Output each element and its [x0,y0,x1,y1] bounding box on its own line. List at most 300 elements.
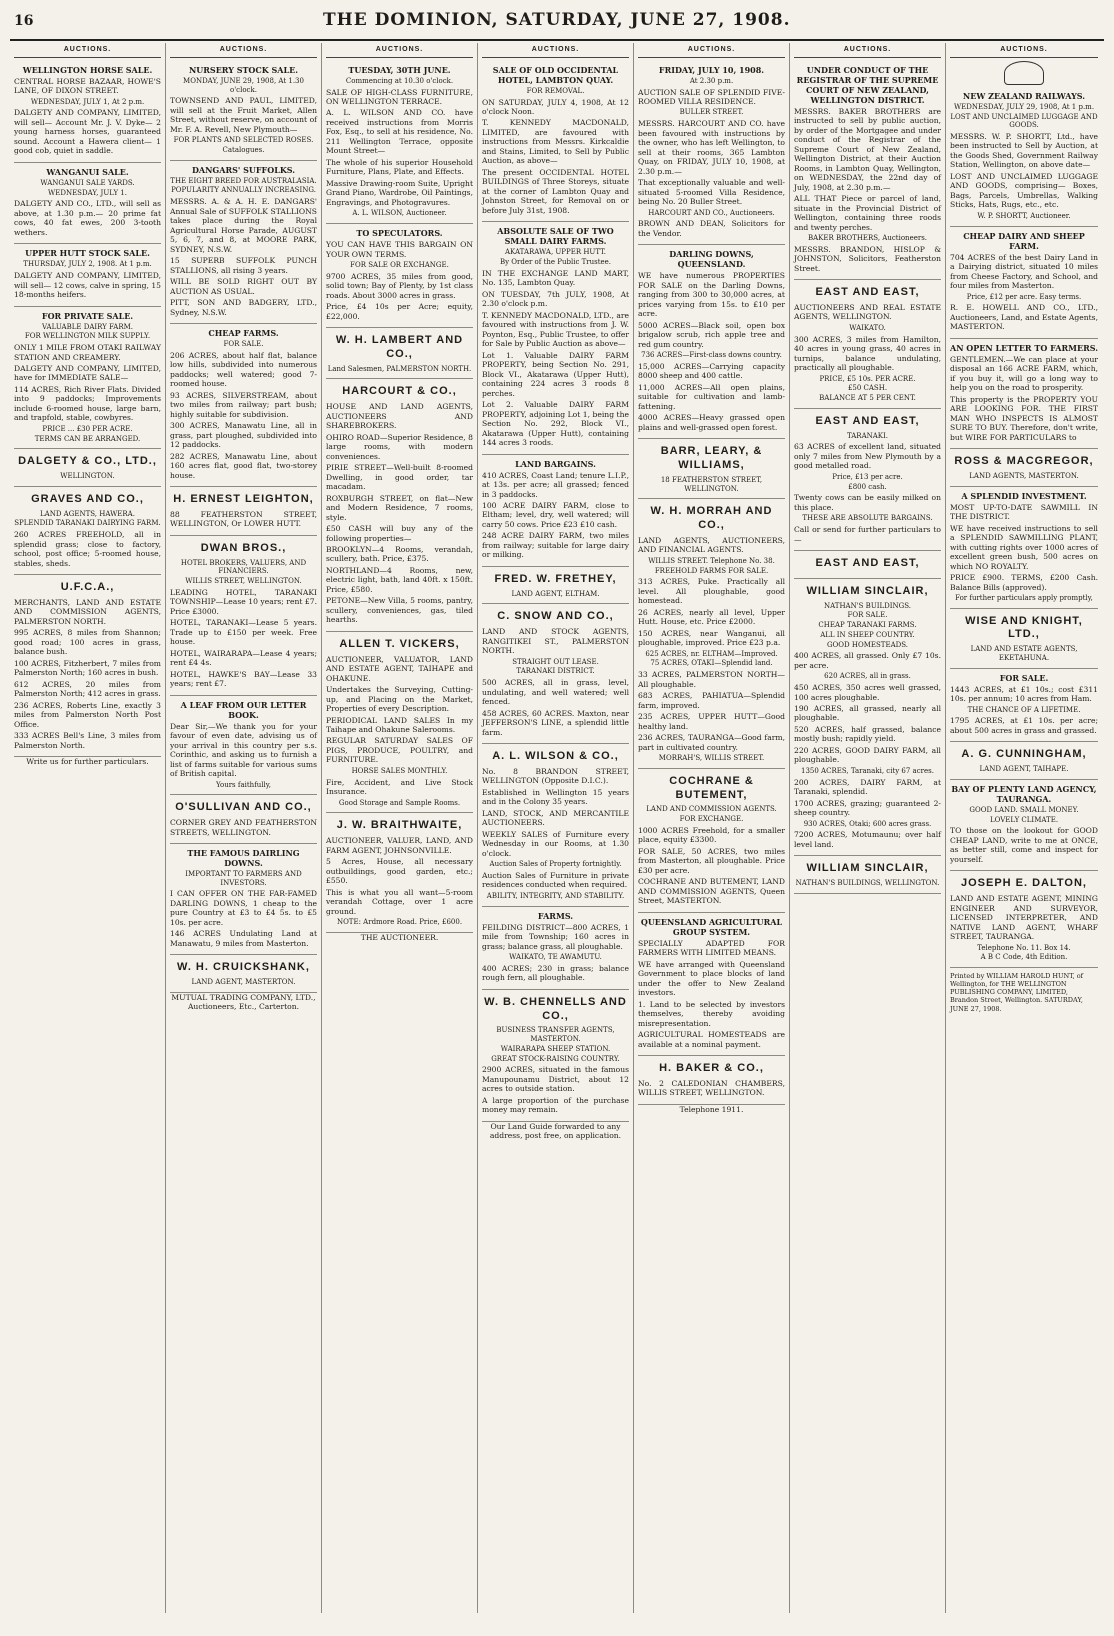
column-3 [322,43,478,1613]
ad-heading: QUEENSLAND AGRICULTURAL GROUP SYSTEM. [640,916,783,937]
advertisement [950,449,1098,487]
ad-text: NORTHLAND—4 Rooms, new, electric light, bath, land 40ft. x 150ft. Price, £580. [326,565,473,594]
ad-text: 5 Acres, House, all necessary outbuildings, good garden, etc.; £550. [326,857,473,886]
ad-text: LAND AGENT, TAIHAPE. [979,765,1069,774]
col1-footer: Write us for further particulars. [26,757,149,767]
ad-heading: LAND BARGAINS. [515,458,596,469]
ad-text: T. KENNEDY MACDONALD, LTD., are favoured with instructions from J. W. Poynton, Esq., Public Trustee, to offer for Sale by Public Auction as above— [482,310,629,349]
ad-text: LAND AND ESTATE AGENT, MINING ENGINEER AND SURVEYOR, LICENSED INTERPRETER, AND NATIVE LAND AGENT, WHARF STREET, TAURANGA. [950,894,1098,942]
ad-text: The present OCCIDENTAL HOTEL BUILDINGS of Three Storeys, situate at the corner of Lambton Quay and Johnston Street, for Removal on or before July 31st, 1908. [482,167,629,215]
railways-crest-icon [1004,61,1044,85]
ad-heading: O'SULLIVAN AND CO., [175,801,312,814]
column-1 [10,43,166,1613]
ad-text: LAND AGENTS, AUCTIONEERS, AND FINANCIAL AGENTS. [638,535,785,555]
ad-heading: DANGARS' SUFFOLKS. [191,164,296,175]
column-heading: AUCTIONS. [326,43,473,58]
ad-text: Price, £13 per acre. [832,472,903,481]
advertisement [950,742,1098,780]
column-6 [790,43,946,1613]
ad-heading: BAY OF PLENTY LAND AGENCY, TAURANGA. [951,783,1097,804]
advertisement [14,61,161,163]
ad-heading: EAST AND EAST, [815,286,920,299]
ad-text: FOR EXCHANGE. [679,815,744,824]
ad-text: IMPORTANT TO FARMERS AND INVESTORS. [185,869,302,887]
advertisement [950,339,1098,449]
ad-text: A B C Code, 4th Edition. [980,953,1068,962]
ad-text: MESSRS. BRANDON, HISLOP & JOHNSTON, Solicitors, Featherston Street. [794,244,941,273]
ad-text: FOR SALE. [223,340,264,348]
ad-text: WEDNESDAY, JULY 1, At 2 p.m. [30,97,145,106]
ads-col5 [638,61,785,1105]
ad-text: LOST AND UNCLAIMED LUGGAGE AND GOODS, comprising— Boxes, Bags, Parcels, Umbrellas, Walking Sticks, Hats, Rugs, etc., etc. [950,171,1098,210]
advertisement [170,696,317,796]
ad-text: WILLIS STREET. Telephone No. 38. [648,556,775,565]
ad-text: PERIODICAL LAND SALES In my Taihape and Ohakune Salerooms. [326,715,473,734]
ad-heading: AN OPEN LETTER TO FARMERS. [950,342,1099,353]
advertisement [482,455,629,567]
ad-text: ALL THAT Piece or parcel of land, situate in the Provincial District of Wellington, containing three roods and twenty perches. [794,194,941,232]
ad-text: WILLIS STREET, WELLINGTON. [185,577,302,586]
ad-text: PIRIE STREET—Well-built 8-roomed Dwelling, in good order, tar macadam. [326,463,473,492]
ad-text: FOR REMOVAL. [526,86,585,95]
column-7 [946,43,1102,1613]
ad-text: 282 ACRES, Manawatu Line, about 160 acres flat, good flat, two-storey house. [170,451,317,480]
ad-text: 236 ACRES, TAURANGA—Good farm, part in cultivated country. [638,733,785,752]
ad-text: Lot 2. Valuable DAIRY FARM PROPERTY, adjoining Lot 1, being the Section No. 292, Block VI., Akatarawa (Upper Hutt), containing 144 acres 3 roods. [482,400,629,448]
ad-text: FOR PLANTS AND SELECTED ROSES. [173,136,314,145]
advertisement [14,244,161,306]
ad-text: Massive Drawing-room Suite, Upright Grand Piano, Wardrobe, Oil Paintings, Engravings, and Photogravures. [326,178,473,207]
advertisement [482,604,629,744]
page-number: 16 [14,13,34,29]
ad-text: This property is the PROPERTY YOU ARE LOOKING FOR. THE FIRST MAN WHO INSPECTS IS ALMOST SURE TO BUY. Therefore, don't write, but WIRE FOR PARTICULARS to [950,394,1098,442]
ad-text: MORRAH'S, WILLIS STREET. [658,754,765,763]
columns [10,43,1104,1613]
ad-heading: DARLING DOWNS, QUEENSLAND. [669,249,754,270]
advertisement [170,536,317,696]
ad-text: FREEHOLD FARMS FOR SALE. [654,566,769,575]
ad-text: BUSINESS TRANSFER AGENTS, MASTERTON. [496,1026,615,1043]
ad-heading: JOSEPH E. DALTON, [960,877,1087,890]
ad-text: VALUABLE DAIRY FARM. [41,322,134,331]
ad-text: DALGETY AND COMPANY, LIMITED, will sell— 12 cows, calve in spring, 15 18-months heifers. [14,271,161,300]
ad-text: At 2.30 p.m. [689,76,734,85]
ad-text: FOR WELLINGTON MILK SUPPLY. [24,332,151,341]
ad-text: MESSRS. HARCOURT AND CO. have been favoured with instructions by the owner, who has left Wellington, to sell at their rooms, 365 Lambton Quay, on FRIDAY, JULY 10, 1908, at 2.30 p.m.— [638,119,785,176]
ad-text: THE EIGHT BREED FOR AUSTRALASIA. [170,176,317,185]
ad-text: W. P. SHORTT, Auctioneer. [977,211,1071,220]
ad-text: A. L. WILSON, Auctioneer. [352,209,447,218]
ad-text: 260 ACRES FREEHOLD, all in splendid grass; close to factory, school, post office; 5-roomed house, stables, sheds. [14,530,161,568]
ad-text: By Order of the Public Trustee. [499,258,612,267]
ad-heading: CHEAP FARMS. [208,328,279,338]
ad-text: Lot 1. Valuable DAIRY FARM PROPERTY, being Section No. 291, Block VI., Akatarawa (Upper Hutt), containing 224 acres 3 roods 8 perches. [482,350,629,398]
ad-text: Undertakes the Surveying, Cutting-up, and Placing on the Market, Properties of every Description. [326,685,473,714]
ad-text: CENTRAL HORSE BAZAAR, HOWE'S LANE, OF DIXON STREET. [14,76,161,96]
ad-heading: ALLEN T. VICKERS, [339,637,460,650]
ad-text: THESE ARE ABSOLUTE BARGAINS. [802,514,933,523]
advertisement [170,795,317,844]
ad-text: 1350 ACRES, Taranaki, city 67 acres. [801,766,934,775]
ad-text: 500 ACRES, all in grass, level, undulating, and well watered; well fenced. [482,678,629,707]
ad-text: WANGANUI SALE YARDS. [40,178,135,187]
col2-footer: MUTUAL TRADING COMPANY, LTD., Auctioneers, Etc., Carterton. [171,992,316,1012]
ad-text: 235 ACRES, UPPER HUTT—Good healthy land. [638,712,785,731]
advertisement [326,632,473,814]
ad-text: 458 ACRES, 60 ACRES. Maxton, near JEFFERSON'S LINE, a splendid little farm. [482,708,629,737]
ad-text: MERCHANTS, LAND AND ESTATE AND COMMISSION AGENTS, PALMERSTON NORTH. [14,597,161,626]
ad-text: 520 ACRES, half grassed, balance mostly bush; rapidly yield. [794,724,941,744]
ad-text: YOU CAN HAVE THIS BARGAIN ON YOUR OWN TERMS. [326,240,473,259]
ad-text: 26 ACRES, nearly all level, Upper Hutt. House, etc. Price £2000. [638,607,785,627]
ad-text: BULLER STREET. [679,108,744,117]
ad-text: 206 ACRES, about half flat, balance low hills, subdivided into numerous paddocks; well watered; good 7-roomed house. [170,350,317,389]
ad-text: 248 ACRE DAIRY FARM, two miles from railway; suitable for large dairy or milking. [482,531,629,560]
column-2 [166,43,322,1613]
ad-text: STRAIGHT OUT LEASE. [512,657,599,666]
ad-text: CHEAP TARANAKI FARMS. [818,621,917,630]
ad-text: 1700 ACRES, grazing; guaranteed 2-sheep country. [794,798,941,818]
advertisement [170,487,317,536]
advertisement [482,744,629,907]
ad-text: AGRICULTURAL HOMESTEADS are available at a nominal payment. [638,1030,785,1049]
ad-text: BROOKLYN—4 Rooms, verandah, scullery, bath. Price, £375. [326,544,473,564]
ad-text: NATHAN'S BUILDINGS, WELLINGTON. [795,879,940,888]
ad-heading: H. ERNEST LEIGHTON, [173,493,314,506]
advertisement [170,161,317,324]
ad-text: 220 ACRES, GOOD DAIRY FARM, all ploughable. [794,745,941,765]
advertisement [170,844,317,955]
ad-heading: HARCOURT & CO., [342,385,457,398]
ad-text: The whole of his superior Household Furniture, Plans, Plate, and Effects. [326,157,473,177]
ad-text: HOTEL, TARANAKI—Lease 5 years. Trade up to £150 per week. Free house. [170,618,317,647]
ad-text: 625 ACRES, nr. ELTHAM—Improved. [645,649,778,658]
ad-text: AUCTIONEER, VALUER, LAND, AND FARM AGENT, JOHNSONVILLE. [326,836,473,855]
ad-text: 450 ACRES, 350 acres well grassed, 100 acres ploughable. [794,683,941,702]
ad-text: LAND, STOCK, AND MERCANTILE AUCTIONEERS. [482,808,629,828]
advertisement [14,307,161,450]
ad-heading: DWAN BROS., [200,541,287,554]
ad-text: ABILITY, INTEGRITY, AND STABILITY. [486,891,625,900]
ad-text: Good Storage and Sample Rooms. [338,798,461,807]
ads-col7 [950,87,1098,968]
ad-text: WILL BE SOLD RIGHT OUT BY AUCTION AS USUAL. [170,277,317,296]
ad-text: LAND AGENTS, HAWERA. [40,509,135,518]
ad-text: No. 8 BRANDON STREET, WELLINGTON (Opposite D.I.C.). [482,766,629,786]
advertisement [794,61,941,281]
ads-col4 [482,61,629,1122]
ad-text: NATHAN'S BUILDINGS. [823,601,912,610]
ad-text: WE have received instructions to sell a SPLENDID SAWMILLING PLANT, with cutting rights over 1000 acres of excellent green bush, 500 acres on which NO ROYALTY. [950,523,1098,571]
ad-text: GOOD HOMESTEADS. [826,640,909,649]
ad-heading: WILLIAM SINCLAIR, [806,862,929,875]
ads-col6 [794,61,941,894]
ad-text: AKATARAWA, UPPER HUTT. [504,248,606,257]
ad-heading: COCHRANE & BUTEMENT, [669,774,754,801]
ad-text: Price, £4 10s per Acre; equity, £22,000. [326,302,473,321]
advertisement [950,871,1098,968]
ad-text: 1443 ACRES, at £1 10s.; cost £311 10s. per annum; 10 acres from Ham. [950,684,1098,704]
ad-text: 15,000 ACRES—Carrying capacity 8000 sheep and 400 cattle. [638,361,785,381]
ad-text: 683 ACRES, PAHIATUA—Splendid farm, improved. [638,691,785,710]
ad-text: 100 ACRES, Fitzherbert, 7 miles from Palmerston North; 160 acres in bush. [14,658,161,678]
ad-text: 620 ACRES, all in grass. [824,672,911,681]
ad-text: 15 SUPERB SUFFOLK PUNCH STALLIONS, all rising 3 years. [170,256,317,275]
ad-heading: UNDER CONDUCT OF THE REGISTRAR OF THE SUPREME COURT OF NEW ZEALAND, WELLINGTON DISTRICT. [796,64,939,105]
ad-heading: A LEAF FROM OUR LETTER BOOK. [180,699,307,720]
ad-text: WE have arranged with Queensland Government to place blocks of land under the offer to New Zealand investors. [638,959,785,998]
advertisement [950,780,1098,871]
ad-heading: WISE AND KNIGHT, LTD., [965,614,1083,641]
ad-heading: DALGETY & CO., LTD., [18,455,157,468]
advertisement [794,579,941,857]
ad-heading: C. SNOW AND CO., [497,610,614,623]
ad-text: FEILDING DISTRICT—800 ACRES, 1 mile from Township; 160 acres in grass; balance grass, all ploughable. [482,922,629,951]
ad-text: For further particulars apply promptly, [955,593,1093,602]
ad-text: 704 ACRES of the best Dairy Land in a Dairying district, situated 10 miles from Cheese Factory, and School, and four miles from Masterton. [950,252,1098,291]
ad-text: R. E. HOWELL AND CO., LTD., Auctioneers, Land, and Estate Agents, MASTERTON. [950,303,1098,332]
ad-text: SPLENDID TARANAKI DAIRYING FARM. [14,519,161,528]
newspaper-title: THE DOMINION, SATURDAY, JUNE 27, 1908. [322,10,791,30]
advertisement [950,227,1098,339]
ad-heading: W. H. CRUICKSHANK, [177,961,310,974]
ad-text: MESSRS. BAKER BROTHERS are instructed to sell by public auction, by order of the Mortgagee and under conduct of the Registrar of the Supreme Court of New Zealand, Wellington District, at their Auction Rooms, in Lambton Quay, Wellington, on WEDNESDAY, the 22nd day of July, 1908, at 2.30 p.m.— [794,106,941,192]
ad-text: DALGETY AND CO., LTD., will sell as above, at 1.30 p.m.— 20 prime fat cows, 40 fat ewes, 200 3-tooth wethers. [14,199,161,237]
ad-text: 4000 ACRES—Heavy grassed open plains and well-grassed open forest. [638,413,785,432]
ad-text: 33 ACRES, PALMERSTON NORTH—All ploughable. [638,670,785,689]
ad-heading: NURSERY STOCK SALE. [188,64,298,75]
ad-text: LOVELY CLIMATE. [989,815,1059,824]
ad-text: 150 ACRES, near Wanganui, all ploughable, improved. Price £23 p.a. [638,628,785,648]
ad-heading: A. G. CUNNINGHAM, [961,748,1087,761]
ad-heading: W. H. MORRAH AND CO., [650,505,773,532]
advertisement [482,567,629,605]
ad-text: 300 ACRES, 3 miles from Hamilton, 40 acres in young grass, 40 acres in turnips, balance undulating, practically all ploughable. [794,334,941,373]
ad-text: LAND AGENT, ELTHAM. [511,589,600,598]
ad-heading: W. H. LAMBERT AND CO., [335,334,464,360]
ad-text: 18 FEATHERSTON STREET, WELLINGTON. [660,475,763,493]
advertisement [326,379,473,631]
ad-text: POPULARITY ANNUALLY INCREASING. [171,186,316,195]
column-4 [478,43,634,1613]
ad-text: TERMS CAN BE ARRANGED. [34,434,141,443]
ad-text: TARANAKI. [846,431,889,440]
ad-text: 93 ACRES, SILVERSTREAM, about two miles from railway; part bush; highly suitable for subdivision. [170,390,317,419]
column-5 [634,43,790,1613]
ad-text: 736 ACRES—First-class downs country. [641,351,782,360]
ad-text: BROWN AND DEAN, Solicitors for the Vendor. [638,219,785,238]
ad-text: 190 ACRES, all grassed, nearly all ploughable. [794,703,941,723]
ad-heading: EAST AND EAST, [815,557,920,570]
ad-text: 114 ACRES, Rich River Flats. Divided into 9 paddocks; Improvements include 6-roomed house, large barn, and trapfold, stable, cowbyres. [14,384,161,423]
ad-text: MONDAY, JUNE 29, 1908, At 1.30 o'clock. [183,76,304,94]
ad-text: REGULAR SATURDAY SALES OF PIGS, PRODUCE, POULTRY, and FURNITURE. [326,736,473,765]
ad-heading: H. BAKER & CO., [659,1062,764,1074]
ad-text: MESSRS. A. & A. H. E. DANGARS' Annual Sale of SUFFOLK STALLIONS takes place during the Royal Agricultural Horse Parade, AUGUST 5, 6, 7, and 8, at MOORE PARK, SYDNEY, N.S.W. [170,197,317,254]
ad-text: MESSRS. W. P. SHORTT, Ltd., have been instructed to Sell by Auction, at the Goods Shed, Government Railway Station, Wellington, on above date— [950,132,1098,170]
advertisement [170,324,317,487]
masthead [10,8,1104,41]
ad-text: PETONE—New Villa, 5 rooms, pantry, scullery, conveniences, gas, tiled hearths. [326,596,473,625]
ad-text: £50 CASH. [847,384,888,393]
ad-text: Price, £12 per acre. Easy terms. [966,292,1082,301]
col5-footer: Telephone 1911. [679,1104,744,1114]
ad-text: No. 2 CALEDONIAN CHAMBERS, WILLIS STREET, WELLINGTON. [638,1078,785,1098]
ad-heading: FOR PRIVATE SALE. [41,310,134,321]
ad-text: 410 ACRES, Coast Land; tenure L.I.P., at 13s. per acre; all grassed; fenced in 3 paddocks. [482,470,629,499]
ad-text: IN THE EXCHANGE LAND MART, No. 135, Lambton Quay. [482,268,629,288]
ad-text: HORSE SALES MONTHLY. [351,766,448,775]
ad-text: Auction Sales of Property fortnightly. [489,860,622,869]
advertisement [794,280,941,409]
ad-text: WAIKATO. [849,323,886,332]
ad-text: Commencing at 10.30 o'clock. [345,76,454,85]
advertisement [14,449,161,487]
advertisement [326,328,473,379]
ad-text: COCHRANE AND BUTEMENT, LAND AND COMMISSION AGENTS, Queen Street, MASTERTON. [638,877,785,906]
ad-text: 146 ACRES Undulating Land at Manawatu, 9 miles from Masterton. [170,929,317,948]
ad-text: HARCOURT AND CO., Auctioneers. [648,208,775,217]
ad-text: ON TUESDAY, 7th JULY, 1908, At 2.30 o'clock p.m. [482,289,629,309]
ad-text: AUCTION SALE OF SPLENDID FIVE-ROOMED VILLA RESIDENCE. [638,87,785,106]
ad-text: Auction Sales of Furniture in private residences conducted when required. [482,870,629,890]
ad-text: TOWNSEND AND PAUL, LIMITED, will sell at the Fruit Market, Allen Street, without reserve, on account of Mr. F. A. Revell, New Plymouth— [170,96,317,134]
ad-text: Fire, Accident, and Live Stock Insurance. [326,777,473,797]
ad-text: 5000 ACRES—Black soil, open box brigalow scrub, rich apple tree and red gum country. [638,320,785,349]
ad-heading: TO SPECULATORS. [356,228,443,239]
ad-text: FOR SALE, 50 ACRES, two miles from Masterton, all ploughable. Price £30 per acre. [638,846,785,875]
ad-heading: FOR SALE. [999,672,1049,683]
ad-text: DALGETY AND COMPANY, LIMITED, will sell— Account Mr. J. V. Dyke— 2 young harness horses, guaranteed sound. Account a Hawera client— 1 good cob, quiet in saddle. [14,108,161,156]
ad-text: LEADING HOTEL, TARANAKI TOWNSHIP—Lease 10 years; rent £7. Price £3000. [170,587,317,616]
ad-text: WEDNESDAY, JULY 29, 1908, At 1 p.m. [953,102,1095,111]
ad-text: PRICE £900. TERMS, £200 Cash. Balance Bills (approved). [950,573,1098,592]
column-heading: AUCTIONS. [482,43,629,58]
ad-text: ONLY 1 MILE FROM OTAKI RAILWAY STATION AND CREAMERY. [14,343,161,362]
ad-text: 400 ACRES, all grassed. Only £7 10s. per acre. [794,651,941,670]
advertisement [638,61,785,246]
ad-text: BAKER BROTHERS, Auctioneers. [807,234,928,243]
ad-text: AUCTIONEER, VALUATOR, LAND AND ESTATE AGENT, TAIHAPE and OHAKUNE. [326,654,473,683]
ad-heading: WILLIAM SINCLAIR, [806,584,929,597]
ad-text: 2900 ACRES, situated in the famous Manupounamu District, about 12 acres to outside station. [482,1065,629,1094]
printer-imprint: Printed by WILLIAM HAROLD HUNT, of Wellington, for THE WELLINGTON PUBLISHING COMPANY, LIMITED, Brandon Street, Wellington. SATURDAY, JUNE 27, 1908. [950,972,1084,1013]
ad-text: 300 ACRES, Manawatu Line, all in grass, part ploughed, subdivided into 12 paddocks. [170,421,317,450]
advertisement [14,163,161,244]
ad-text: This is what you all want—5-room verandah Cottage, over 1 acre ground. [326,887,473,916]
ad-text: 995 ACRES, 8 miles from Shannon; good road; 100 acres in grass, balance bush. [14,628,161,657]
ad-text: HOUSE AND LAND AGENTS, AUCTIONEERS AND SHAREBROKERS. [326,402,473,431]
ad-heading: FRIDAY, JULY 10, 1908. [658,64,765,75]
ad-text: LOST AND UNCLAIMED LUGGAGE AND GOODS. [950,112,1098,130]
advertisement [482,222,629,454]
ad-text: 1000 ACRES Freehold, for a smaller place, equity £3300. [638,825,785,845]
ad-text: 88 FEATHERSTON STREET, WELLINGTON, Or LOWER HUTT. [170,509,317,529]
ad-text: WEDNESDAY, JULY 1. [48,188,127,197]
advertisement [794,409,941,551]
ad-heading: EAST AND EAST, [815,414,920,427]
ad-text: 7200 ACRES, Motumaunu; over half level land. [794,830,941,849]
ad-heading: CHEAP DAIRY AND SHEEP FARM. [963,230,1085,251]
ad-text: THURSDAY, JULY 2, 1908. At 1 p.m. [23,260,152,269]
advertisement [950,669,1098,743]
advertisement [950,609,1098,669]
advertisement [482,990,629,1122]
ad-text: 1. Land to be selected by investors themselves, thereby avoiding misrepresentation. [638,999,785,1028]
ad-text: 313 ACRES, Puke. Practically all level. All ploughable, good homestead. [638,577,785,606]
ad-text: DALGETY AND COMPANY, LIMITED, have for IMMEDIATE SALE— [14,364,161,383]
advertisement [794,551,941,579]
ad-text: ALL IN SHEEP COUNTRY. [820,630,915,639]
ads-col3 [326,61,473,933]
ad-text: That exceptionally valuable and well-situated 5-roomed Villa Residence, being No. 20 Buller Street. [638,178,785,207]
ad-text: 236 ACRES, Roberts Line, exactly 3 miles from Palmerston North Post Office. [14,700,161,729]
ad-text: £50 CASH will buy any of the following properties— [326,524,473,543]
advertisement [326,813,473,932]
ad-text: 333 ACRES Bell's Line, 3 miles from Palmerston North. [14,731,161,750]
ad-text: A. L. WILSON AND CO. have received instructions from Morris Fox, Esq., to sell at his residence, No. 211 Wellington Terrace, opposite Mount Street— [326,108,473,156]
column-heading: AUCTIONS. [14,43,161,58]
ad-text: TARANAKI DISTRICT. [516,667,595,676]
ad-text: LAND AGENTS, MASTERTON. [969,471,1079,480]
ad-text: SPECIALLY ADAPTED FOR FARMERS WITH LIMITED MEANS. [638,938,785,958]
ad-text: OHIRO ROAD—Superior Residence, 8 large rooms, with modern conveniences. [326,432,473,461]
ad-heading: UPPER HUTT STOCK SALE. [25,248,150,259]
ad-heading: A. L. WILSON & CO., [492,750,619,762]
col3-footer: THE AUCTIONEER. [360,932,439,942]
ad-text: SALE OF HIGH-CLASS FURNITURE, ON WELLINGTON TERRACE. [326,87,473,106]
advertisement [14,575,161,757]
ad-text: FOR SALE OR EXCHANGE. [350,261,449,270]
advertisement [950,87,1098,227]
ad-heading: FARMS. [537,910,574,921]
ad-text: WAIRARAPA SHEEP STATION. [500,1044,611,1053]
ad-text: GREAT STOCK-RAISING COUNTRY. [491,1054,620,1063]
advertisement [638,913,785,1056]
ad-text: GOOD LAND. SMALL MONEY. [969,805,1079,814]
ad-text: NOTE: Ardmore Road. Price, £600. [336,918,463,927]
ad-text: Dear Sir,—We thank you for your favour of even date, advising us of your arrival in this country per s.s. Corinthic, and asking us to furnish a list of farms suitable for various sums of British capital. [170,721,317,779]
ad-text: AUCTIONEERS AND REAL ESTATE AGENTS, WELLINGTON. [794,303,941,322]
advertisement [638,499,785,768]
advertisement [482,61,629,223]
ad-text: FOR SALE. [847,611,888,620]
ad-heading: ROSS & MACGREGOR, [954,455,1094,468]
ad-text: 9700 ACRES, 35 miles from good, solid town; Bay of Plenty, by 1st class roads. About 3000 acres in grass. [326,271,473,300]
advertisement [950,487,1098,609]
ad-heading: U.F.C.A., [60,581,115,594]
ad-heading: FRED. W. FRETHEY, [494,572,617,585]
advertisement [170,955,317,993]
ad-text: HOTEL BROKERS, VALUERS, AND FINANCIERS. [180,558,307,576]
ad-text: Telephone No. 11. Box 14. [977,943,1071,952]
newspaper-page [10,8,1104,1620]
ad-text: ROXBURGH STREET, on flat—New and Modern Residence, 7 rooms, style. [326,493,473,522]
advertisement [638,769,785,913]
ad-text: MOST UP-TO-DATE SAWMILL IN THE DISTRICT. [950,502,1098,522]
ad-text: WAIKATO, TE AWAMUTU. [509,953,602,962]
ad-text: HOTEL, HAWKE'S BAY—Lease 33 years; rent £7. [170,669,317,689]
ad-heading: W. B. CHENNELLS AND CO., [484,995,627,1022]
ad-text: Yours faithfully, [215,780,272,789]
ad-text: 612 ACRES, 20 miles from Palmerston North; 412 acres in grass. [14,679,161,699]
advertisement [794,856,941,894]
ads-col2 [170,61,317,993]
ad-heading: WELLINGTON HORSE SALE. [22,64,153,75]
advertisement [638,439,785,499]
ad-text: 1795 ACRES, at £1 10s. per acre; about 500 acres in grass and grassed. [950,716,1098,735]
ad-text: 200 ACRES, DAIRY FARM, at Taranaki, splendid. [794,777,941,797]
